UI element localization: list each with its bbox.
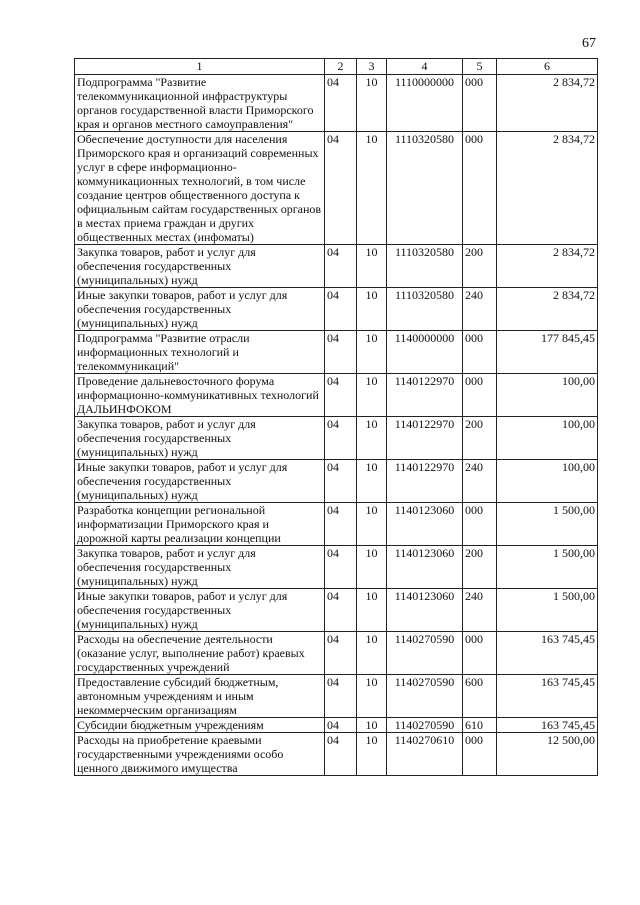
section-code: 04 (325, 503, 357, 546)
column-header-section: 2 (325, 59, 357, 75)
row-description: Расходы на приобретение краевыми государственными учреждениями особо ценного движимого имущества (75, 733, 325, 776)
subsection-code: 10 (357, 132, 387, 245)
target-article-code: 1110320580 (387, 245, 463, 288)
row-description: Иные закупки товаров, работ и услуг для обеспечения государственных (муниципальных) нужд (75, 288, 325, 331)
subsection-code: 10 (357, 245, 387, 288)
expense-type-code: 200 (463, 245, 497, 288)
subsection-code: 10 (357, 503, 387, 546)
subsection-code: 10 (357, 288, 387, 331)
expense-type-code: 000 (463, 132, 497, 245)
table-row (75, 675, 598, 718)
row-description: Подпрограмма "Развитие отрасли информационных технологий и телекоммуникаций" (75, 331, 325, 374)
table-row (75, 718, 598, 733)
expense-type-code: 240 (463, 288, 497, 331)
table-row (75, 331, 598, 374)
column-header-name: 1 (75, 59, 325, 75)
section-code: 04 (325, 374, 357, 417)
page-number: 67 (582, 36, 596, 51)
table-row (75, 546, 598, 589)
section-code: 04 (325, 632, 357, 675)
expense-type-code: 600 (463, 675, 497, 718)
expense-type-code: 240 (463, 460, 497, 503)
subsection-code: 10 (357, 718, 387, 733)
section-code: 04 (325, 546, 357, 589)
row-description: Расходы на обеспечение деятельности (оказание услуг, выполнение работ) краевых государственных учреждений (75, 632, 325, 675)
expense-type-code: 000 (463, 331, 497, 374)
amount: 100,00 (497, 374, 598, 417)
target-article-code: 1140270590 (387, 718, 463, 733)
expense-type-code: 610 (463, 718, 497, 733)
expense-type-code: 200 (463, 417, 497, 460)
amount: 2 834,72 (497, 75, 598, 132)
amount: 177 845,45 (497, 331, 598, 374)
table-row (75, 503, 598, 546)
row-description: Подпрограмма "Развитие телекоммуникационной инфраструктуры органов государственной власти Приморского края и органов местного самоуправления" (75, 75, 325, 132)
row-description: Проведение дальневосточного форума информационно-коммуникативных технологий ДАЛЬИНФОКОМ (75, 374, 325, 417)
row-description: Закупка товаров, работ и услуг для обеспечения государственных (муниципальных) нужд (75, 546, 325, 589)
header-row (75, 59, 598, 75)
amount: 100,00 (497, 417, 598, 460)
section-code: 04 (325, 718, 357, 733)
table-row (75, 288, 598, 331)
row-description: Иные закупки товаров, работ и услуг для обеспечения государственных (муниципальных) нужд (75, 589, 325, 632)
target-article-code: 1110320580 (387, 288, 463, 331)
target-article-code: 1140000000 (387, 331, 463, 374)
section-code: 04 (325, 75, 357, 132)
expense-type-code: 000 (463, 75, 497, 132)
subsection-code: 10 (357, 331, 387, 374)
row-description: Разработка концепции региональной информатизации Приморского края и дорожной карты реализации концепции (75, 503, 325, 546)
amount: 2 834,72 (497, 132, 598, 245)
subsection-code: 10 (357, 374, 387, 417)
table-row (75, 245, 598, 288)
amount: 163 745,45 (497, 718, 598, 733)
target-article-code: 1140270590 (387, 632, 463, 675)
section-code: 04 (325, 460, 357, 503)
row-description: Обеспечение доступности для населения Приморского края и организаций современных услуг в сфере информационно-коммуникационных технологий, в том числе создание центров общественного доступа к официальным сайтам государственных органов в местах приема граждан и других общественных местах (инфоматы) (75, 132, 325, 245)
table-row (75, 632, 598, 675)
expense-type-code: 240 (463, 589, 497, 632)
subsection-code: 10 (357, 632, 387, 675)
subsection-code: 10 (357, 546, 387, 589)
amount: 1 500,00 (497, 546, 598, 589)
target-article-code: 1140123060 (387, 546, 463, 589)
table-row (75, 733, 598, 776)
budget-table (74, 58, 598, 776)
column-header-subsection: 3 (357, 59, 387, 75)
section-code: 04 (325, 675, 357, 718)
expense-type-code: 000 (463, 632, 497, 675)
column-header-target-article: 4 (387, 59, 463, 75)
subsection-code: 10 (357, 733, 387, 776)
subsection-code: 10 (357, 417, 387, 460)
row-description: Предоставление субсидий бюджетным, автономным учреждениям и иным некоммерческим организациям (75, 675, 325, 718)
subsection-code: 10 (357, 75, 387, 132)
target-article-code: 1140122970 (387, 374, 463, 417)
amount: 1 500,00 (497, 589, 598, 632)
amount: 1 500,00 (497, 503, 598, 546)
table-row (75, 75, 598, 132)
column-header-expense-type: 5 (463, 59, 497, 75)
row-description: Закупка товаров, работ и услуг для обеспечения государственных (муниципальных) нужд (75, 245, 325, 288)
target-article-code: 1140123060 (387, 589, 463, 632)
target-article-code: 1140270590 (387, 675, 463, 718)
section-code: 04 (325, 733, 357, 776)
row-description: Иные закупки товаров, работ и услуг для обеспечения государственных (муниципальных) нужд (75, 460, 325, 503)
section-code: 04 (325, 331, 357, 374)
target-article-code: 1110320580 (387, 132, 463, 245)
expense-type-code: 000 (463, 503, 497, 546)
subsection-code: 10 (357, 460, 387, 503)
column-header-amount: 6 (497, 59, 598, 75)
target-article-code: 1140122970 (387, 417, 463, 460)
section-code: 04 (325, 132, 357, 245)
expense-type-code: 200 (463, 546, 497, 589)
amount: 100,00 (497, 460, 598, 503)
subsection-code: 10 (357, 675, 387, 718)
amount: 2 834,72 (497, 288, 598, 331)
table-row (75, 132, 598, 245)
section-code: 04 (325, 288, 357, 331)
section-code: 04 (325, 417, 357, 460)
table-row (75, 417, 598, 460)
amount: 163 745,45 (497, 632, 598, 675)
target-article-code: 1140122970 (387, 460, 463, 503)
table-row (75, 589, 598, 632)
row-description: Субсидии бюджетным учреждениям (75, 718, 325, 733)
row-description: Закупка товаров, работ и услуг для обеспечения государственных (муниципальных) нужд (75, 417, 325, 460)
section-code: 04 (325, 245, 357, 288)
table-row (75, 460, 598, 503)
subsection-code: 10 (357, 589, 387, 632)
target-article-code: 1110000000 (387, 75, 463, 132)
amount: 163 745,45 (497, 675, 598, 718)
expense-type-code: 000 (463, 733, 497, 776)
target-article-code: 1140270610 (387, 733, 463, 776)
amount: 2 834,72 (497, 245, 598, 288)
expense-type-code: 000 (463, 374, 497, 417)
target-article-code: 1140123060 (387, 503, 463, 546)
section-code: 04 (325, 589, 357, 632)
amount: 12 500,00 (497, 733, 598, 776)
table-row (75, 374, 598, 417)
